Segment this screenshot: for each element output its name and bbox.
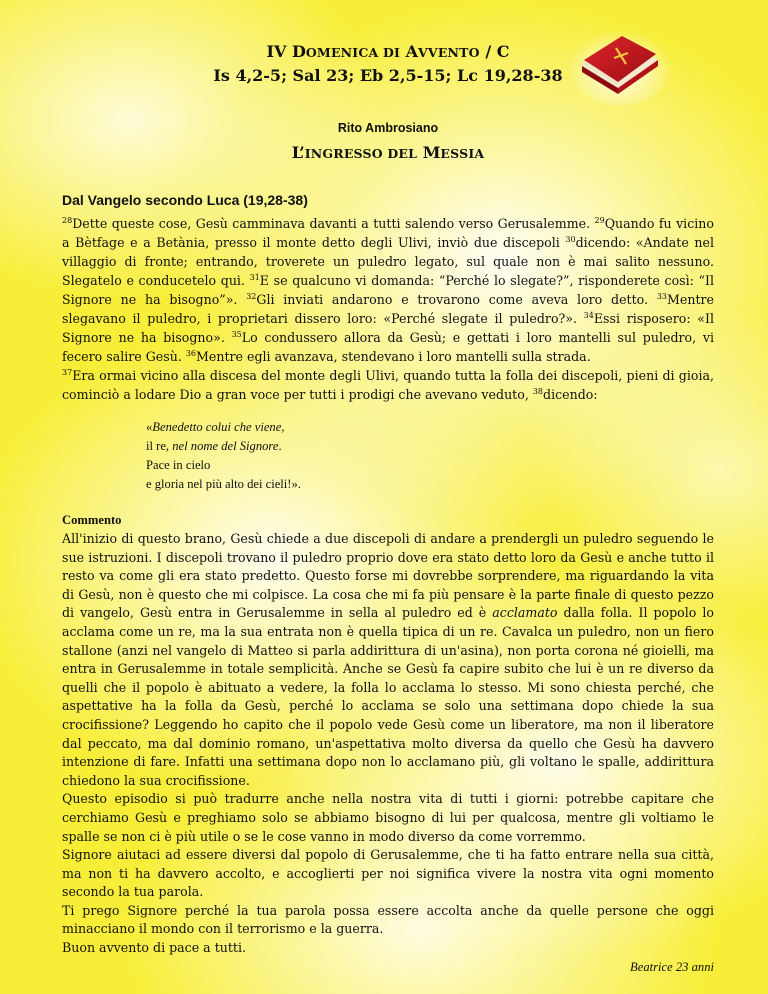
commentary-heading: Commento <box>62 513 122 527</box>
commentary-paragraph: Signore aiutaci ad essere diversi dal popolo di Gerusalemme, che ti ha fatto entrare nella sua città, ma non ti ha davvero accolto, e accoglierti per noi significa vivere la nostra vita ogni momento secondo la tua parola. <box>62 847 714 900</box>
commentary-paragraph: Ti prego Signore perché la tua parola possa essere accolta anche da quelle persone che oggi minacciano il mondo con il terrorismo e la guerra. <box>62 902 714 937</box>
gospel-text: $^{28}$Dette queste cose, Gesù camminava davanti a tutti salendo verso Gerusalemme. $^{29}$Quando fu vicino a Bètfage e a Betània, presso il monte detto degli Ulivi, inviò due discepoli $^{30}$dicendo: «Andate nel villaggio di fronte; entrando, troverete un puledro legato, sul quale non è mai salito nessuno. Slegatelo e conducetelo qui. $^{31}$E se qualcuno vi domanda: “Perché lo slegate?”, risponderete così: “Il Signore ne ha bisogno”». $^{32}$Gli inviati andarono e trovarono come aveva loro detto. $^{33}$Mentre slegavano il puledro, i proprietari dissero loro: «Perché slegate il puledro?». $^{34}$Essi risposero: «Il Signore ne ha bisogno». $^{35}$Lo condussero allora da Gesù; e gettati i loro mantelli sul puledro, vi fecero salire Gesù. $^{36}$Mentre egli avanzava, stendevano i loro mantelli sulla strada. $^{37}$Era ormai vicino alla discesa del monte degli Ulivi, quando tutta la folla dei discepoli, pieni di gioia, cominciò a lodare Dio a gran voce per tutti i prodigi che avevano veduto, $^{38}$dicendo: <box>62 216 714 402</box>
acclamation-quote <box>146 418 714 494</box>
quote-line: e gloria nel più alto dei cieli!». <box>146 477 301 491</box>
quote-line: il re, nel nome del Signore. <box>146 439 282 453</box>
readings-line: Is 4,2-5; Sal 23; Eb 2,5-15; Lc 19,28-38 <box>213 66 563 85</box>
quote-line: Pace in cielo <box>146 458 211 472</box>
author-signature: Beatrice 23 anni <box>630 959 714 974</box>
commentary-paragraph: Questo episodio si può tradurre anche nella nostra vita di tutti i giorni: potrebbe capitare che cerchiamo Gesù e preghiamo solo se abbiamo bisogno di lui per qualcosa, mentre gli voltiamo le spalle se non ci è più utile o se le cose vanno in modo diverso da come vorremmo. <box>62 791 714 844</box>
document-page <box>62 40 714 977</box>
rite-label: Rito Ambrosiano <box>337 121 439 135</box>
commentary-paragraph: Buon avvento di pace a tutti. <box>62 940 247 956</box>
document-title: IV DOMENICA DI AVVENTO / C <box>266 42 510 61</box>
section-title: L’INGRESSO DEL MESSIA <box>291 143 485 162</box>
bible-icon <box>570 20 670 105</box>
gospel-heading: Dal Vangelo secondo Luca (19,28-38) <box>62 192 308 208</box>
quote-line: «Benedetto colui che viene, <box>146 420 285 434</box>
commentary-paragraph: All'inizio di questo brano, Gesù chiede a due discepoli di andare a prendergli un puledro seguendo le sue istruzioni. I discepoli trovano il puledro proprio dove era stato detto loro da Gesù e anche tutto il resto va come gli era stato predetto. Questo forse mi dovrebbe sorprendere, ma riguardando la vita di Gesù, non è questo che mi colpisce. La cosa che mi fa più pensare è la parte finale di questo pezzo di vangelo, Gesù entra in Gerusalemme in sella al puledro ed è acclamato dalla folla. Il popolo lo acclama come un re, ma la sua entrata non è quella tipica di un re. Cavalca un puledro, non un fiero stallone (anzi nel vangelo di Matteo si parla addirittura di un'asina), non porta corona né gioielli, ma entra in Gerusalemme in totale semplicità. Anche se Gesù fa capire subito che lui è un re diverso da quelli che il popolo è abituato a vedere, la folla lo acclama lo stesso. Mi sono chiesta perché, che aspettative ha la folla da Gesù, perché lo acclama se solo una settimana dopo chiede la sua crocifissione? Leggendo ho capito che il popolo vede Gesù come un liberatore, ma non il liberatore dal peccato, ma dal dominio romano, un'aspettativa molto diversa da quello che Gesù ha davvero intenzione di fare. Infatti una settimana dopo non lo acclamano più, gli voltano le spalle, addirittura chiedono la sua crocifissione. <box>62 531 714 788</box>
